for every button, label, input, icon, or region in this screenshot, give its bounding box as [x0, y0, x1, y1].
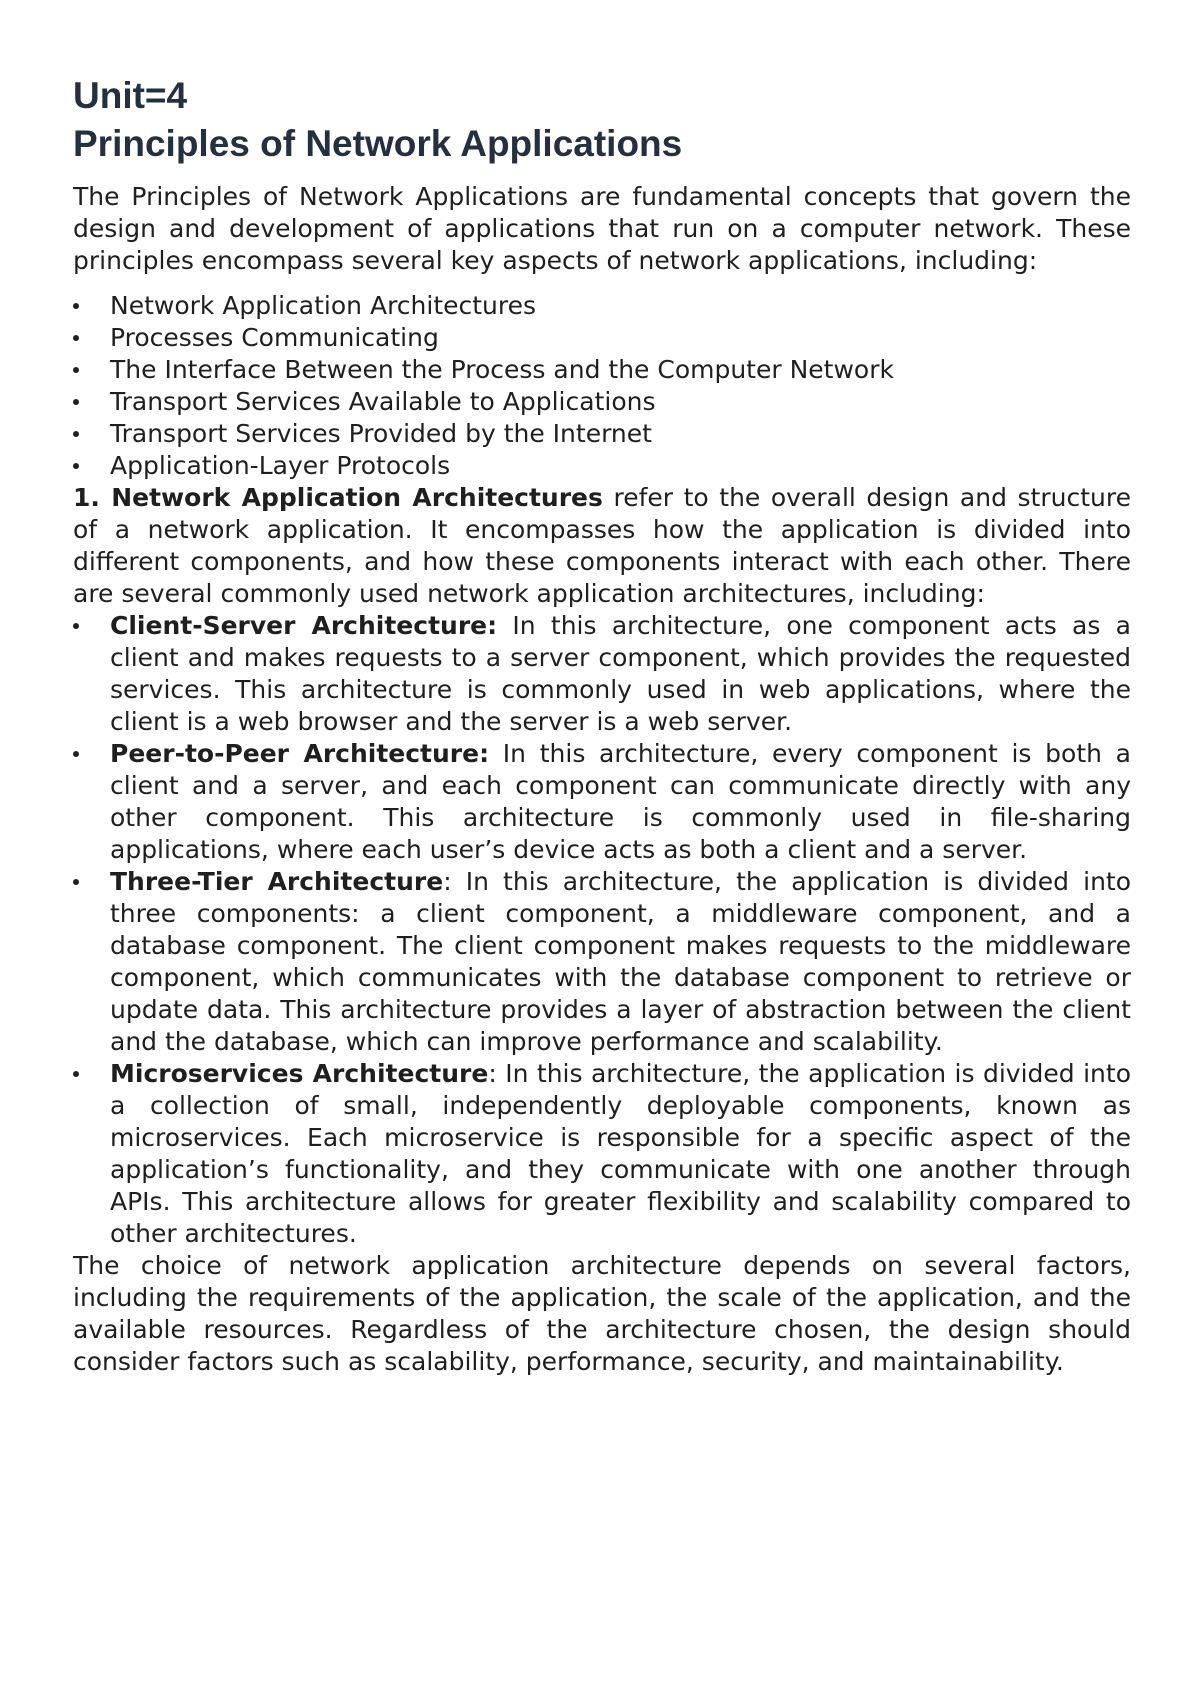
- list-item: [73, 386, 1131, 418]
- section1-text: refer to the overall design and structure of a network application. It encompasses how the application is divided into different components, and how these components interact with each other. There are several commonly used network application architectures, including:: [73, 483, 1131, 608]
- architecture-text: : In this architecture, the application is divided into a collection of small, independently deployable components, known as microservices. Each microservice is responsible for a specific aspect of the application’s functionality, and they communicate with one another through APIs. This architecture allows for greater flexibility and scalability compared to other architectures.: [110, 1059, 1131, 1248]
- bullet-icon: [73, 879, 79, 885]
- bullet-icon: [73, 623, 79, 629]
- bullet-icon: [73, 399, 79, 405]
- intro-paragraph: The Principles of Network Applications are fundamental concepts that govern the design and development of applications that run on a computer network. These principles encompass several key aspects of network applications, including:: [73, 182, 1131, 275]
- list-item: [73, 354, 1131, 386]
- list-item: [73, 322, 1131, 354]
- list-item: [73, 418, 1131, 450]
- list-item: [73, 866, 1131, 1058]
- architecture-name: Client-Server Architecture:: [110, 611, 498, 640]
- bullet-icon: [73, 751, 79, 757]
- page-title: Principles of Network Applications: [73, 123, 683, 164]
- bullet-icon: [73, 335, 79, 341]
- conclusion-paragraph: The choice of network application architecture depends on several factors, including the requirements of the application, the scale of the application, and the available resources. Regardless of the architecture chosen, the design should consider factors such as scalability, performance, security, and maintainability.: [73, 1251, 1131, 1376]
- architectures-list: [73, 610, 1131, 1250]
- topics-list: [73, 290, 1131, 482]
- list-item-text: Transport Services Available to Applications: [110, 387, 656, 416]
- architecture-text: : In this architecture, the application is divided into three components: a client component, a middleware component, and a database component. The client component makes requests to the middleware component, which communicates with the database component to retrieve or update data. This architecture provides a layer of abstraction between the client and the database, which can improve performance and scalability.: [110, 867, 1132, 1056]
- section1-heading: 1. Network Application Architectures: [73, 483, 603, 512]
- list-item: [73, 738, 1131, 866]
- list-item: [73, 290, 1131, 322]
- list-item: [73, 610, 1131, 738]
- section1-paragraph: [73, 482, 1131, 610]
- list-item-text: Processes Communicating: [110, 323, 439, 352]
- list-item-text: Application-Layer Protocols: [110, 451, 451, 480]
- architecture-name: Microservices Architecture: [110, 1059, 489, 1088]
- list-item: [73, 1058, 1131, 1250]
- bullet-icon: [73, 303, 79, 309]
- architecture-name: Three-Tier Architecture: [110, 867, 444, 896]
- list-item-text: Transport Services Provided by the Internet: [110, 419, 652, 448]
- list-item-text: The Interface Between the Process and the Computer Network: [110, 355, 894, 384]
- bullet-icon: [73, 463, 79, 469]
- bullet-icon: [73, 431, 79, 437]
- list-item-text: Network Application Architectures: [110, 291, 537, 320]
- bullet-icon: [73, 367, 79, 373]
- list-item: [73, 450, 1131, 482]
- architecture-text: In this architecture, one component acts as a client and makes requests to a server component, which provides the requested services. This architecture is commonly used in web applications, where the client is a web browser and the server is a web server.: [110, 611, 1131, 736]
- bullet-icon: [73, 1071, 79, 1077]
- architecture-text: In this architecture, every component is both a client and a server, and each component can communicate directly with any other component. This architecture is commonly used in file-sharing applications, where each user’s device acts as both a client and a server.: [110, 739, 1131, 864]
- document-page: [73, 72, 1131, 1378]
- architecture-name: Peer-to-Peer Architecture:: [110, 739, 490, 768]
- unit-heading: Unit=4: [73, 75, 188, 116]
